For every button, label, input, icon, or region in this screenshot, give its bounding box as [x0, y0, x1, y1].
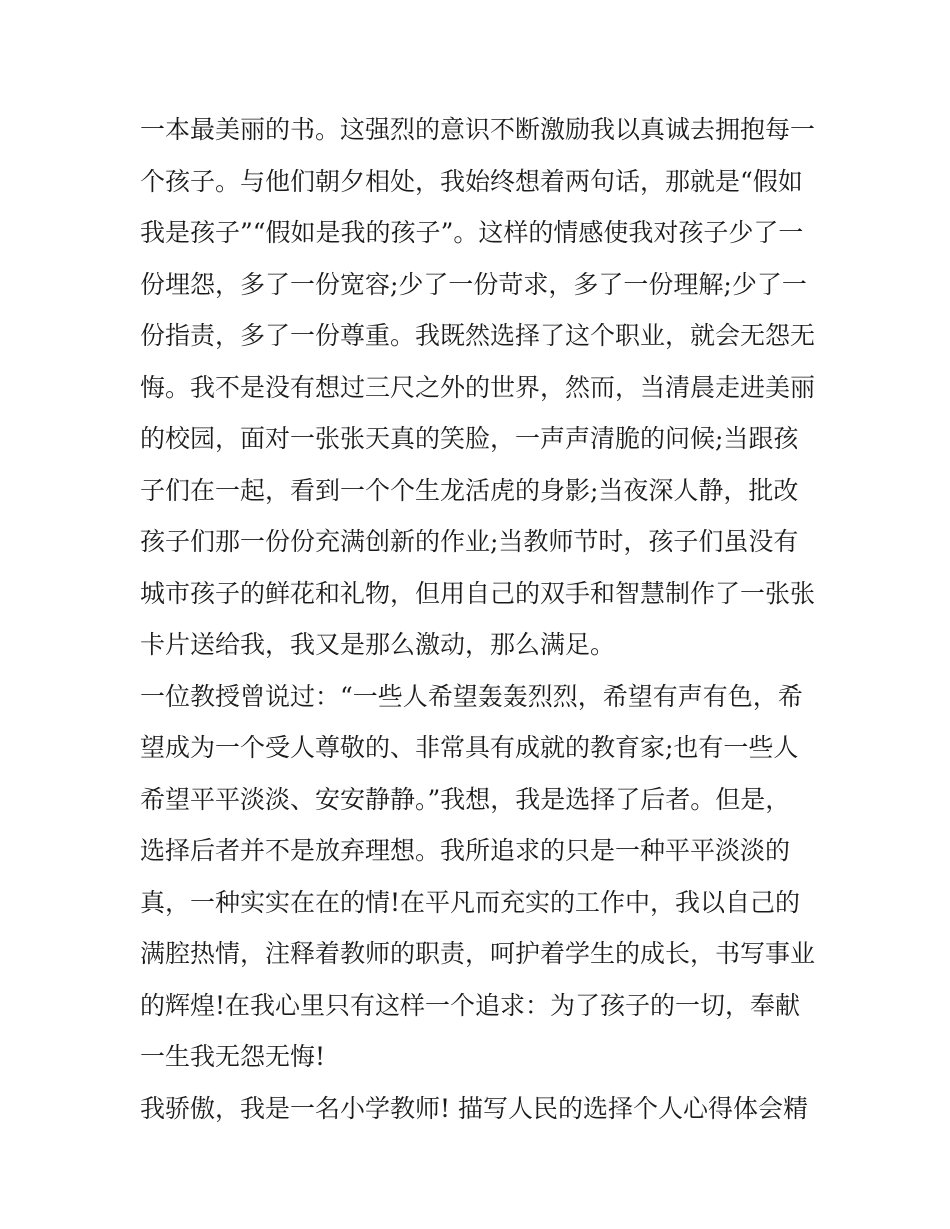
- text-line: 真，一种实实在在的情!在平凡而充实的工作中，我以自己的: [140, 887, 801, 917]
- text-line: 悔。我不是没有想过三尺之外的世界，然而，当清晨走进美丽: [140, 372, 816, 402]
- text-line: 希望平平淡淡、安安静静。”我想，我是选择了后者。但是，: [140, 784, 791, 814]
- text-line: 份埋怨，多了一份宽容;少了一份苛求，多了一份理解;少了一: [140, 269, 807, 299]
- text-line: 一生我无怨无悔!: [140, 1042, 326, 1071]
- text-line: 选择后者并不是放弃理想。我所追求的只是一种平平淡淡的: [140, 836, 791, 865]
- text-line: 子们在一起，看到一个个生龙活虎的身影;当夜深人静，批改: [140, 475, 799, 505]
- text-line: 个孩子。与他们朝夕相处，我始终想着两句话，那就是“假如: [140, 166, 803, 196]
- text-line: 我骄傲，我是一名小学教师! 描写人民的选择个人心得体会精: [140, 1093, 808, 1123]
- text-line: 满腔热情，注释着教师的职责，呵护着学生的成长，书写事业: [140, 939, 816, 968]
- text-line: 的校园，面对一张张天真的笑脸，一声声清脆的问候;当跟孩: [140, 424, 799, 453]
- body-text: [140, 104, 830, 1134]
- text-line: 城市孩子的鲜花和礼物，但用自己的双手和智慧制作了一张张: [140, 578, 816, 608]
- text-line: 一本最美丽的书。这强烈的意识不断激励我以真诚去拥抱每一: [140, 115, 816, 144]
- text-line: 望成为一个受人尊敬的、非常具有成就的教育家;也有一些人: [140, 733, 799, 762]
- text-line: 的辉煌!在我心里只有这样一个追求：为了孩子的一切，奉献: [140, 990, 801, 1020]
- text-line: 我是孩子”“假如是我的孩子”。这样的情感使我对孩子少了一: [140, 218, 804, 247]
- text-line: 一位教授曾说过：“一些人希望轰轰烈烈，希望有声有色，希: [140, 681, 803, 711]
- text-line: 卡片送给我，我又是那么激动，那么满足。: [140, 630, 616, 659]
- text-line: 份指责，多了一份尊重。我既然选择了这个职业，就会无怨无: [140, 321, 816, 350]
- text-line: 孩子们那一份份充满创新的作业;当教师节时，孩子们虽没有: [140, 527, 799, 556]
